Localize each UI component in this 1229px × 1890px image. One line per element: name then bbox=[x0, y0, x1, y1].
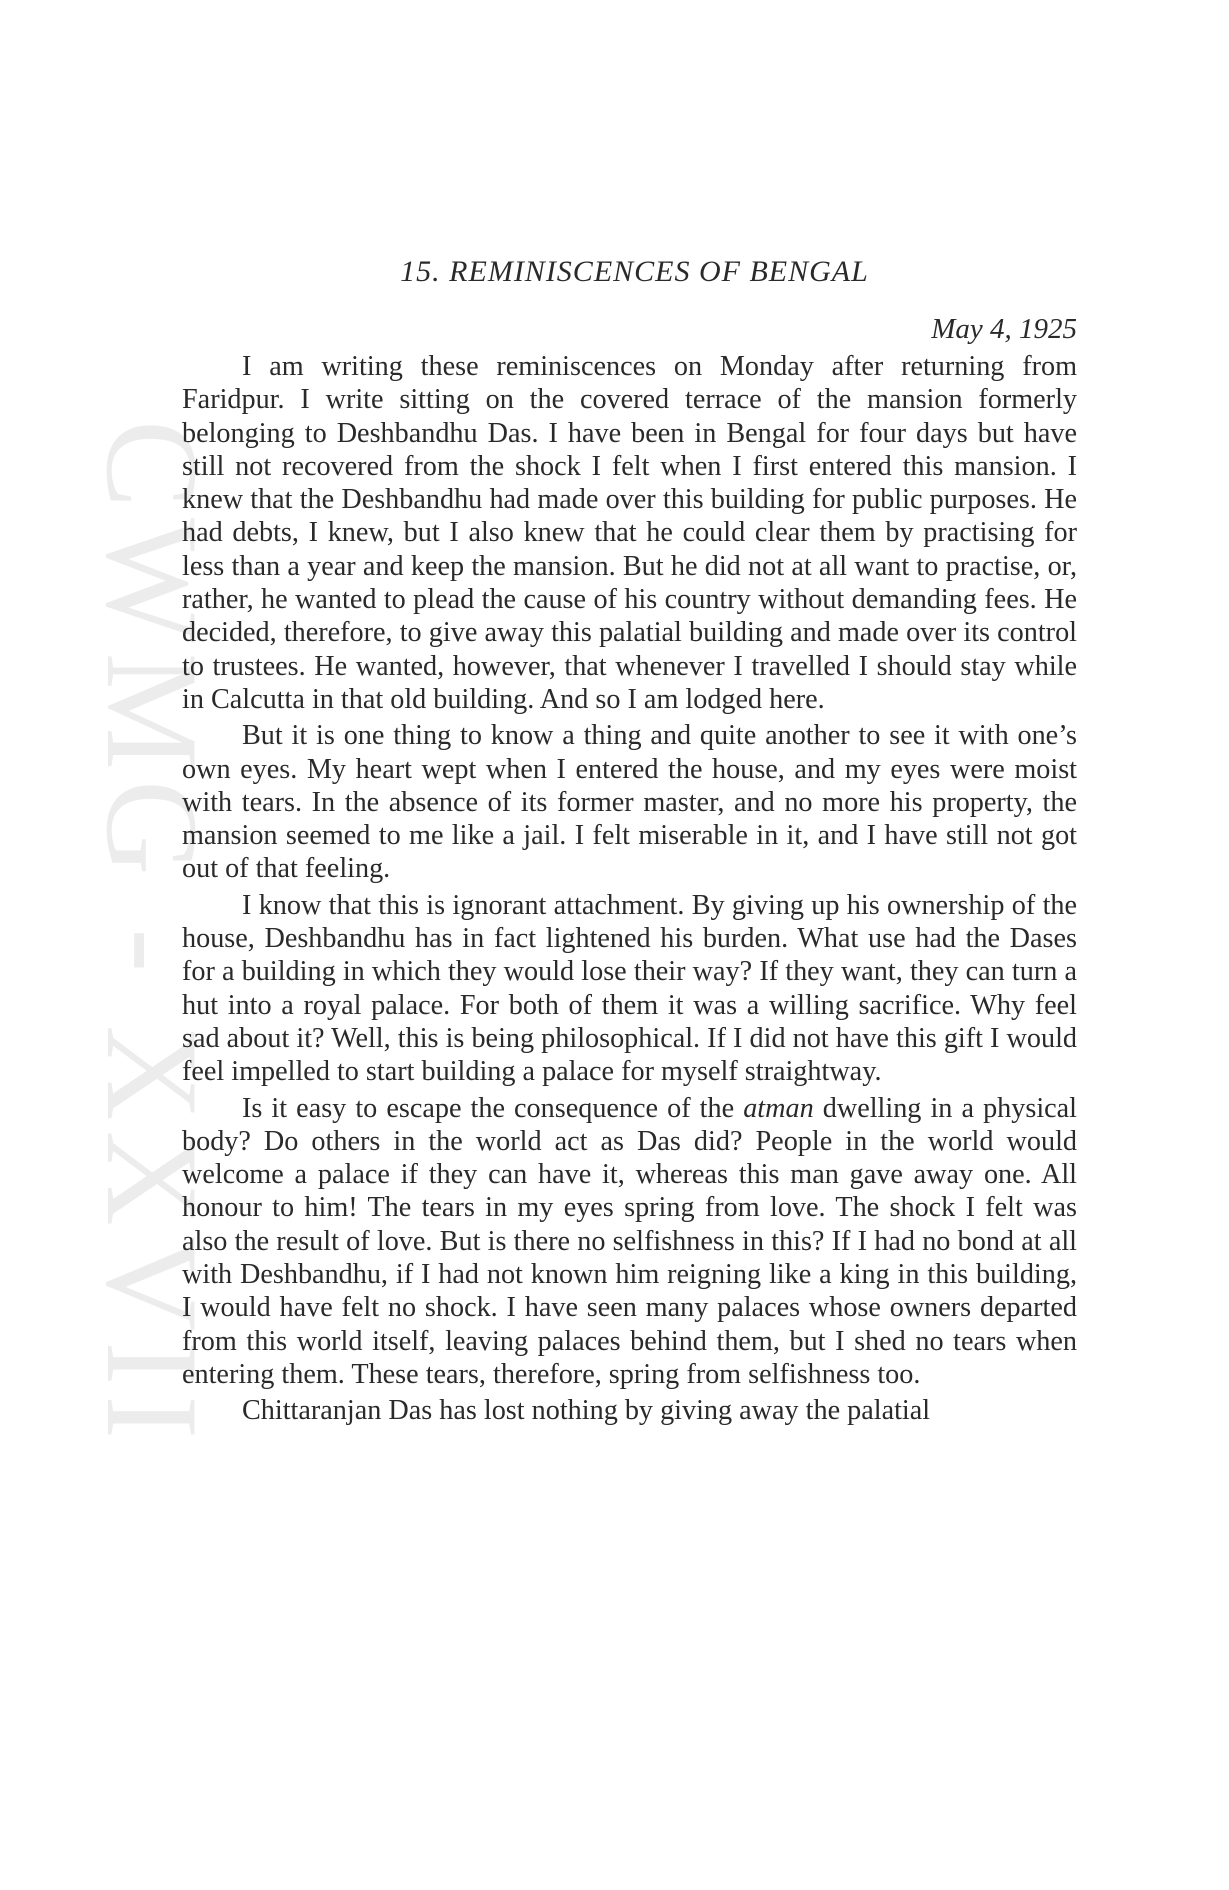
paragraph-4-end: dwelling in a physical body? Do others in the world act as Das did? People in the world would welcome a palace if they can have it, whereas this man gave away one. All honour to him! The tears in my eyes spring from love. The shock I felt was also the result of love. But is there no selfishness in this? If I had no bond at all with Deshbandhu, if I had not known him reigning like a king in this building, I would have felt no shock. I have seen many palaces whose owners departed from this world itself, leaving palaces behind them, but I shed no tears when entering them. These tears, therefore, spring from selfishness too. bbox=[182, 1092, 1078, 1390]
paragraph-5: Chittaranjan Das has lost nothing by giving away the palatial bbox=[242, 1395, 931, 1427]
paragraph-4-start: Is it easy to escape the consequence of the bbox=[242, 1092, 744, 1124]
paragraph-2: But it is one thing to know a thing and quite another to see it with one’s own eyes. My heart wept when I entered the house, and my eyes were moist with tears. In the absence of its former master, and no more his property, the mansion seemed to me like a jail. I felt miserable in it, and I have still not got out of that feeling. bbox=[182, 720, 1077, 885]
watermark-text: CWMG - XXVII bbox=[79, 420, 226, 1450]
body-text bbox=[182, 350, 1077, 1428]
page-content bbox=[182, 248, 1077, 1428]
chapter-title: 15. REMINISCENCES OF BENGAL bbox=[400, 255, 869, 288]
italic-term: atman bbox=[743, 1092, 814, 1124]
paragraph-3: I know that this is ignorant attachment. By giving up his ownership of the house, Deshbandhu has in fact lightened his burden. What use had the Dases for a building in which they would lose their way? If they want, they can turn a hut into a royal palace. For both of them it was a willing sacrifice. Why feel sad about it? Well, this is being philosophical. If I did not have this gift I would feel impelled to start building a palace for myself straightway. bbox=[182, 889, 1077, 1088]
paragraph-4 bbox=[182, 1092, 1077, 1392]
paragraph-1: I am writing these reminiscences on Monday after returning from Faridpur. I write sitting on the covered terrace of the mansion formerly belonging to Deshbandhu Das. I have been in Bengal for four days but have still not recovered from the shock I felt when I first entered this mansion. I knew that the Deshbandhu had made over this building for public purposes. He had debts, I knew, but I also knew that he could clear them by practising for less than a year and keep the mansion. But he did not at all want to practise, or, rather, he wanted to plead the cause of his country without demanding fees. He decided, therefore, to give away this palatial building and made over its control to trustees. He wanted, however, that whenever I travelled I should stay while in Calcutta in that old building. And so I am lodged here. bbox=[182, 351, 1077, 715]
chapter-date: May 4, 1925 bbox=[931, 313, 1077, 345]
